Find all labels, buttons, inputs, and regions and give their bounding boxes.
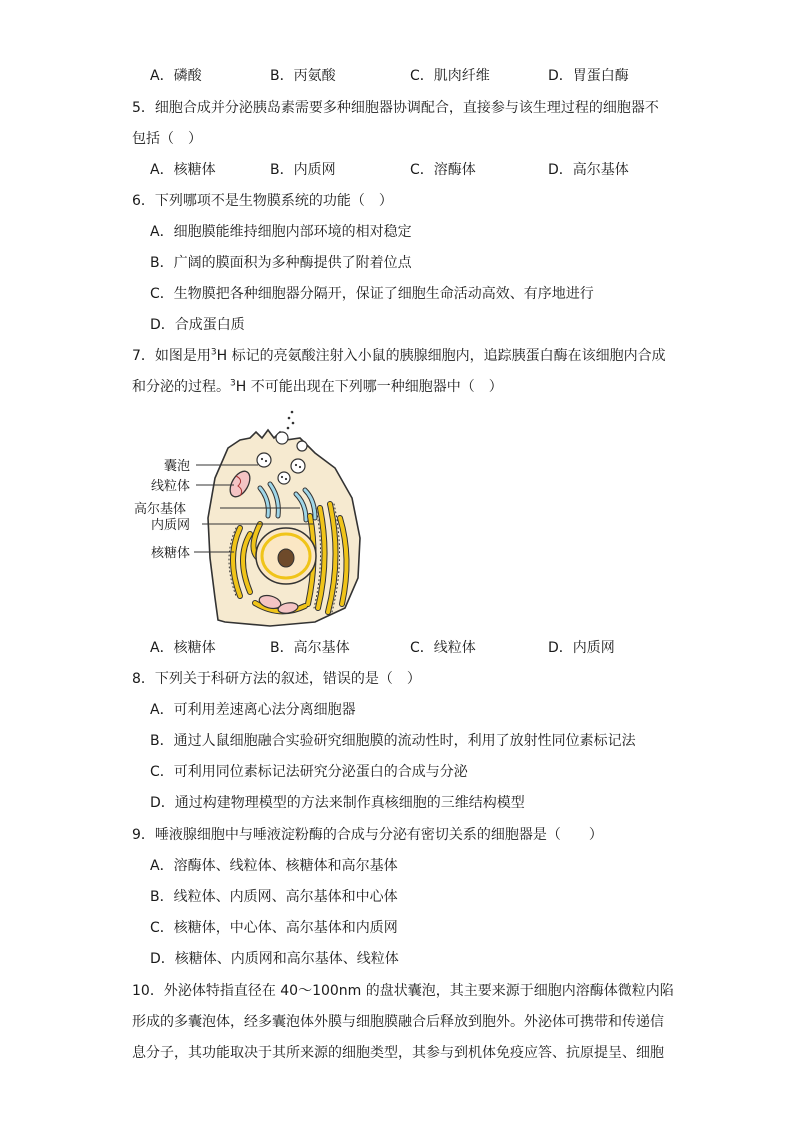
q7-stem-line2 <box>132 377 503 397</box>
q7-superscript: 3 <box>210 347 217 358</box>
nucleus <box>256 528 316 584</box>
q8-stem: 8．下列关于科研方法的叙述，错误的是（ ） <box>132 671 421 687</box>
q4-option-a[interactable]: A．磷酸 <box>150 68 202 84</box>
q5-option-d[interactable]: D．高尔基体 <box>548 162 629 178</box>
q8-option-c[interactable]: C．可利用同位素标记法研究分泌蛋白的合成与分泌 <box>150 764 468 780</box>
secretion-dots <box>287 411 295 430</box>
q7-superscript: 3 <box>230 378 236 389</box>
label-ribosome: 核糖体 <box>151 546 191 561</box>
q7-option-a[interactable]: A．核糖体 <box>150 640 216 656</box>
q5-stem-line2: 包括（ ） <box>132 131 202 147</box>
q10-stem-line3: 息分子，其功能取决于其所来源的细胞类型，其参与到机体免疫应答、抗原提呈、细胞 <box>132 1045 664 1061</box>
q7-text: H 标记的亮氨酸注射入小鼠的胰腺细胞内，追踪胰蛋白酶在该细胞内合成 <box>216 348 666 364</box>
label-mitochondrion: 线粒体 <box>151 479 191 494</box>
q5-option-b[interactable]: B．内质网 <box>270 162 336 178</box>
q10-stem-line2: 形成的多囊泡体，经多囊泡体外膜与细胞膜融合后释放到胞外。外泌体可携带和传递信 <box>132 1014 664 1030</box>
q5-option-a[interactable]: A．核糖体 <box>150 162 216 178</box>
cell-diagram <box>130 408 380 628</box>
q4-option-c[interactable]: C．肌肉纤维 <box>410 68 490 84</box>
q6-option-b[interactable]: B．广阔的膜面积为多种酶提供了附着位点 <box>150 255 412 271</box>
q5-option-c[interactable]: C．溶酶体 <box>410 162 476 178</box>
label-er: 内质网 <box>151 518 191 533</box>
q9-option-d[interactable]: D．核糖体、内质网和高尔基体、线粒体 <box>150 951 399 967</box>
q7-text: 和分泌的过程。 <box>132 379 230 395</box>
q7-options <box>150 638 710 658</box>
label-vesicle: 囊泡 <box>164 459 191 474</box>
q10-stem-line1: 10．外泌体特指直径在 40～100nm 的盘状囊泡，其主要来源于细胞内溶酶体微粒内陷 <box>132 983 674 999</box>
q6-option-c[interactable]: C．生物膜把各种细胞器分隔开，保证了细胞生命活动高效、有序地进行 <box>150 286 594 302</box>
q4-option-d[interactable]: D．胃蛋白酶 <box>548 68 629 84</box>
q4-options <box>150 66 710 86</box>
q7-text: 7．如图是用 <box>132 348 211 364</box>
q7-text: H 不可能出现在下列哪一种细胞器中（ ） <box>235 379 503 395</box>
q9-option-b[interactable]: B．线粒体、内质网、高尔基体和中心体 <box>150 889 398 905</box>
q9-stem: 9．唾液腺细胞中与唾液淀粉酶的合成与分泌有密切关系的细胞器是（ ） <box>132 827 603 843</box>
q4-option-b[interactable]: B．丙氨酸 <box>270 68 336 84</box>
q7-option-d[interactable]: D．内质网 <box>548 640 615 656</box>
q5-options <box>150 160 710 180</box>
q5-stem-line1: 5．细胞合成并分泌胰岛素需要多种细胞器协调配合，直接参与该生理过程的细胞器不 <box>132 100 659 116</box>
q6-option-d[interactable]: D．合成蛋白质 <box>150 317 245 333</box>
q9-option-c[interactable]: C．核糖体，中心体、高尔基体和内质网 <box>150 920 398 936</box>
q8-option-d[interactable]: D．通过构建物理模型的方法来制作真核细胞的三维结构模型 <box>150 795 525 811</box>
q8-option-a[interactable]: A．可利用差速离心法分离细胞器 <box>150 702 356 718</box>
q7-option-c[interactable]: C．线粒体 <box>410 640 476 656</box>
q9-option-a[interactable]: A．溶酶体、线粒体、核糖体和高尔基体 <box>150 858 398 874</box>
q7-stem-line1 <box>132 346 666 366</box>
label-golgi: 高尔基体 <box>134 502 187 517</box>
q6-option-a[interactable]: A．细胞膜能维持细胞内部环境的相对稳定 <box>150 224 412 240</box>
q6-stem: 6．下列哪项不是生物膜系统的功能（ ） <box>132 193 393 209</box>
q7-option-b[interactable]: B．高尔基体 <box>270 640 350 656</box>
q8-option-b[interactable]: B．通过人鼠细胞融合实验研究细胞膜的流动性时，利用了放射性同位素标记法 <box>150 733 636 749</box>
